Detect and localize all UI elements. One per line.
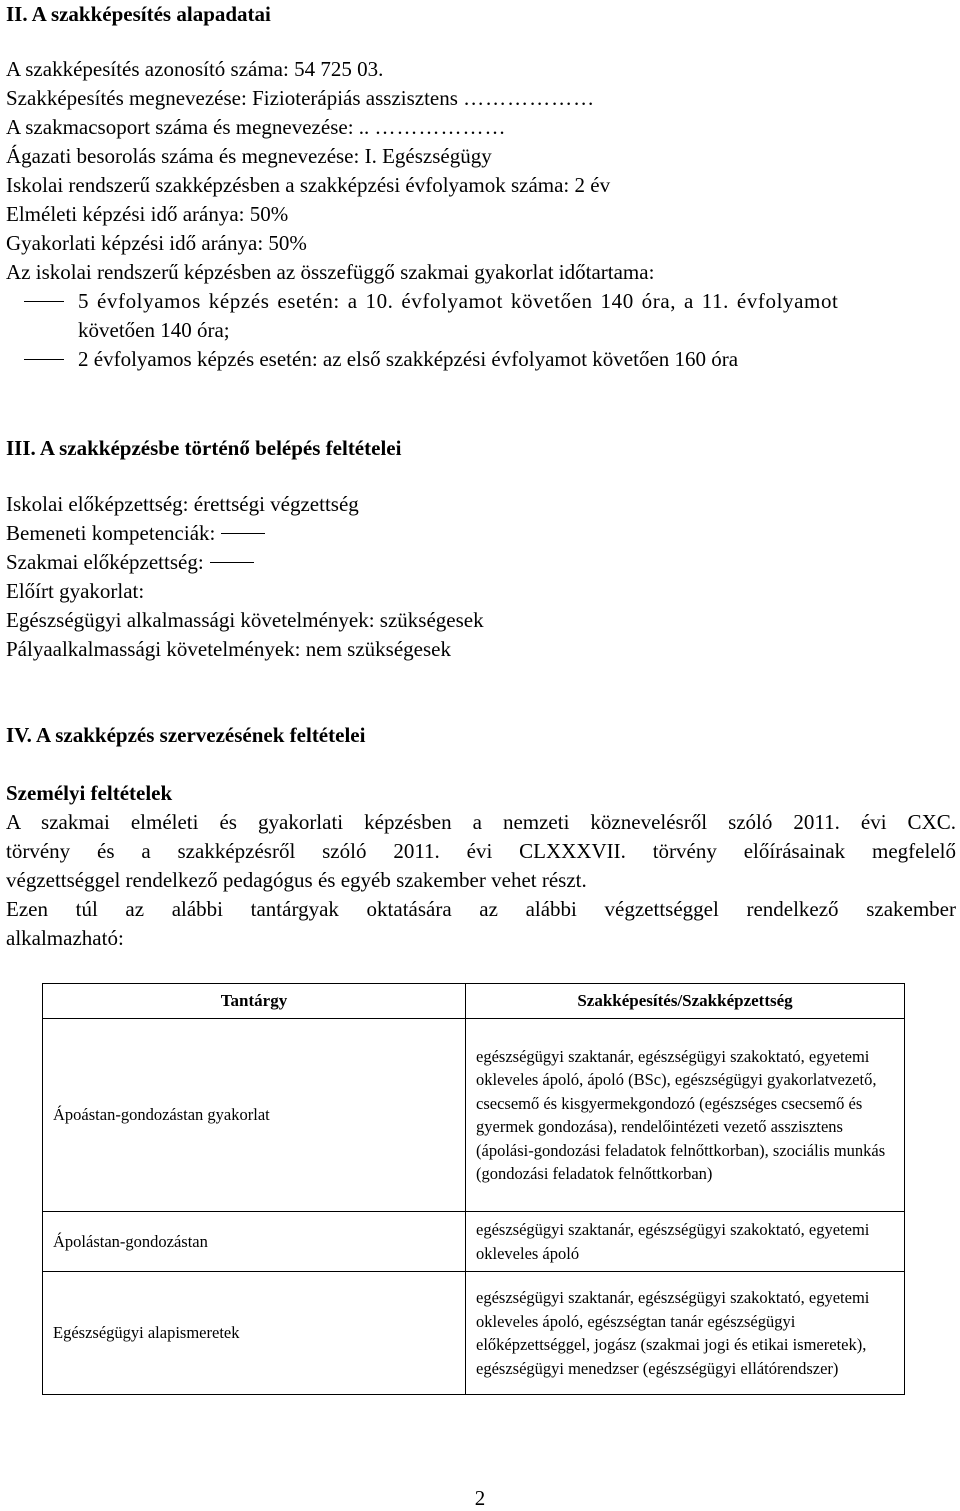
section-4 (6, 721, 956, 750)
bullet-item: 2 évfolyamos képzés esetén: az első szakképzési évfolyamot követően 160 óra (78, 347, 739, 371)
paragraph-line: Ezen túl az alábbi tantárgyak oktatására az alábbi végzettséggel rendelkező szakember (6, 897, 956, 921)
page-number: 2 (474, 1486, 486, 1510)
section-2 (6, 0, 271, 29)
paragraph-line: törvény és a szakképzésről szóló 2011. évi CLXXXVII. törvény előírásainak megfelelő (6, 839, 956, 863)
career-requirements: Pályaalkalmassági követelmények: nem szükségesek (6, 637, 451, 661)
table-row (43, 1019, 905, 1212)
column-header-subject: Tantárgy (43, 984, 466, 1019)
section-4-heading: IV. A szakképzés szervezésének feltételei (6, 723, 366, 747)
blank-line (221, 533, 265, 534)
paragraph-line: A szakmai elméleti és gyakorlati képzésben a nemzeti köznevelésről szóló 2011. évi CXC. (6, 810, 956, 834)
required-practice: Előírt gyakorlat: (6, 579, 145, 603)
table-header-row (43, 984, 905, 1019)
qualification-table (42, 983, 905, 1395)
practice-duration: Az iskolai rendszerű képzésben az összefüggő szakmai gyakorlat időtartama: (6, 260, 655, 284)
subject-cell: Egészségügyi alapismeretek (43, 1272, 466, 1395)
blank-line (210, 562, 254, 563)
section-4-body (6, 779, 956, 953)
bullet-continuation: követően 140 óra; (78, 318, 230, 342)
bullet-item: 5 évfolyamos képzés esetén: a 10. évfolyamot követően 140 óra, a 11. évfolyamot (78, 289, 839, 313)
health-requirements: Egészségügyi alkalmassági követelmények: szükségesek (6, 608, 484, 632)
table-row (43, 1272, 905, 1395)
paragraph-line: alkalmazható: (6, 926, 124, 950)
practice-ratio: Gyakorlati képzési idő aránya: 50% (6, 231, 307, 255)
qualification-name: Szakképesítés megnevezése: Fizioterápiás asszisztens ……………… (6, 86, 596, 110)
grade-count: Iskolai rendszerű szakképzésben a szakképzési évfolyamok száma: 2 év (6, 173, 611, 197)
subject-cell: Ápolástan-gondozástan (43, 1212, 466, 1272)
subject-cell: Ápoástan-gondozástan gyakorlat (43, 1019, 466, 1212)
table-row (43, 1212, 905, 1272)
requirement-cell: egészségügyi szaktanár, egészségügyi szakoktató, egyetemi okleveles ápoló, egészségtan tanár egészségügyi előképzettséggel, jogász (szakmai jogi és etikai ismeretek), egészségügyi menedzser (egészségügyi ellátórendszer) (466, 1272, 905, 1395)
professional-prerequisite: Szakmai előképzettség: (6, 548, 956, 577)
section-2-heading: II. A szakképesítés alapadatai (6, 2, 271, 26)
entry-competencies: Bemeneti kompetenciák: (6, 519, 956, 548)
dotted-leader: ……………… (374, 115, 507, 139)
dotted-leader: ……………… (463, 86, 596, 110)
theory-ratio: Elméleti képzési idő aránya: 50% (6, 202, 289, 226)
section-3 (6, 434, 956, 463)
section-3-body (6, 490, 956, 664)
profession-group: A szakmacsoport száma és megnevezése: .. ……………… (6, 115, 507, 139)
personnel-subheading: Személyi feltételek (6, 781, 173, 805)
sector-classification: Ágazati besorolás száma és megnevezése: I. Egészségügy (6, 144, 492, 168)
requirement-cell: egészségügyi szaktanár, egészségügyi szakoktató, egyetemi okleveles ápoló (466, 1212, 905, 1272)
section-2-body (6, 55, 956, 374)
qualification-id: A szakképesítés azonosító száma: 54 725 03. (6, 57, 384, 81)
column-header-qualification: Szakképesítés/Szakképzettség (466, 984, 905, 1019)
paragraph-line: végzettséggel rendelkező pedagógus és egyéb szakember vehet részt. (6, 868, 587, 892)
section-3-heading: III. A szakképzésbe történő belépés feltételei (6, 436, 402, 460)
requirement-cell: egészségügyi szaktanár, egészségügyi szakoktató, egyetemi okleveles ápoló, ápoló (BSc), egészségügyi gyakorlatvezető, csecsemő és kisgyermekgondozó (egészséges csecsemő és gyermek gondozása), rendelőintézeti vezető asszisztens (ápolási-gondozási feladatok felnőttkorban), szociális munkás (gondozási feladatok felnőttkorban) (466, 1019, 905, 1212)
prior-education: Iskolai előképzettség: érettségi végzettség (6, 492, 359, 516)
